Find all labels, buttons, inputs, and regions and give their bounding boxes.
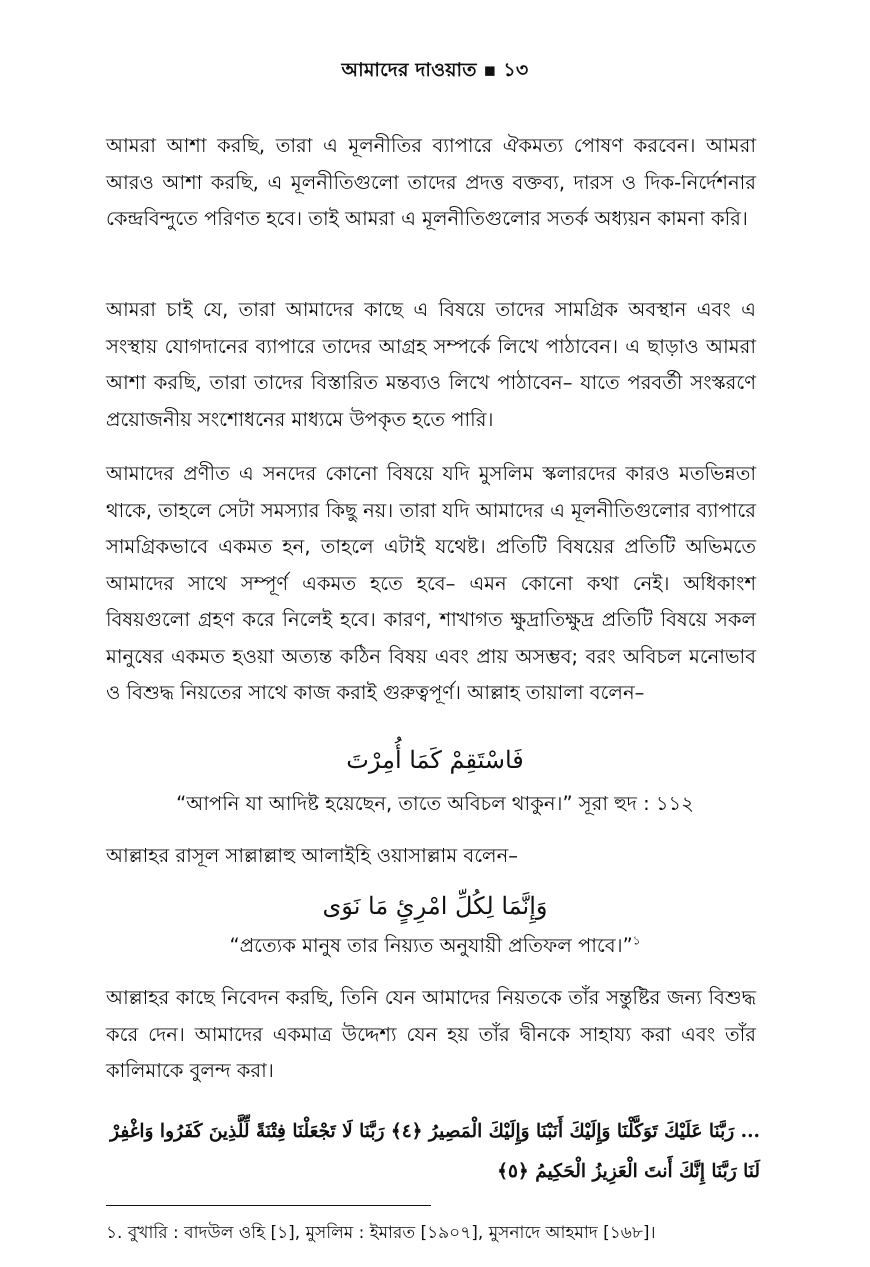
paragraph-text: আমরা আশা করছি, তারা এ মূলনীতির ব্যাপারে ঐকমত্য পোষণ করবেন। আমরা আরও আশা করছি, এ মূলনীতিগুলো তাদের প্রদত্ত বক্তব্য, দারস ও দিক-নির্দেশনার কেন্দ্রবিন্দুতে পরিণত হবে। তাই আমরা এ মূলনীতিগুলোর সতর্ক অধ্যয়ন কামনা করি। <box>106 134 756 230</box>
running-header <box>0 56 870 88</box>
paragraph-3 <box>106 456 756 712</box>
paragraph-1 <box>106 128 756 238</box>
paragraph-text: আমাদের প্রণীত এ সনদের কোনো বিষয়ে যদি মুসলিম স্কলারদের কারও মতভিন্নতা থাকে, তাহলে সেটা সমস্যার কিছু নয়। তারা যদি আমাদের এ মূলনীতিগুলোর ব্যাপারে সামগ্রিকভাবে একমত হন, তাহলে এটাই যথেষ্ট। প্রতিটি বিষয়ের প্রতিটি অভিমতে আমাদের সাথে সম্পূর্ণ একমত হতে হবে– এমন কোনো কথা নেই। অধিকাংশ বিষয়গুলো গ্রহণ করে নিলেই হবে। কারণ, শাখাগত ক্ষুদ্রাতিক্ষুদ্র প্রতিটি বিষয়ে সকল মানুষের একমত হওয়া অত্যন্ত কঠিন বিষয় এবং প্রায় অসম্ভব; বরং অবিচল মনোভাব ও বিশুদ্ধ নিয়তের সাথে কাজ করাই গুরুত্বপূর্ণ। আল্লাহ তায়ালা বলেন– <box>106 462 756 704</box>
closing-verse <box>100 1112 760 1192</box>
page-number: ১৩ <box>503 59 529 81</box>
hadith-translation <box>0 932 870 964</box>
footnote-divider <box>106 1205 431 1206</box>
verse-line-1: ... رَبَّنَا عَلَيْكَ تَوَكَّلْنَا وَإِلَيْكَ أَنَبْنَا وَإِلَيْكَ الْمَصِيرُ ﴿٤﴾ رَبَّنَا لَا تَجْعَلْنَا فِتْنَةً لِّلَّذِينَ كَفَرُوا وَاغْفِرْ <box>110 1121 760 1142</box>
closing-paragraph <box>106 980 756 1090</box>
paragraph-text: আমরা চাই যে, তারা আমাদের কাছে এ বিষয়ে তাদের সামগ্রিক অবস্থান এবং এ সংস্থায় যোগদানের ব্যাপারে তাদের আগ্রহ সম্পর্কে লিখে পাঠাবেন। এ ছাড়াও আমরা আশা করছি, তারা তাদের বিস্তারিত মন্তব্যও লিখে পাঠাবেন– যাতে পরবর্তী সংস্করণে প্রয়োজনীয় সংশোধনের মাধ্যমে উপকৃত হতে পারি। <box>106 298 756 431</box>
paragraph-2 <box>106 292 756 438</box>
quran-translation: “আপনি যা আদিষ্ট হয়েছেন, তাতে অবিচল থাকুন।” সূরা হুদ : ১১২ <box>176 792 694 815</box>
hadith-translation-text: “প্রত্যেক মানুষ তার নিয়্যত অনুযায়ী প্রতিফল পাবে।” <box>229 934 633 957</box>
footnote: ১. বুখারি : বাদউল ওহি [১], মুসলিম : ইমারত [১৯০৭], মুসনাদে আহমাদ [১৬৮]। <box>106 1223 656 1243</box>
header-title: আমাদের দাওয়াত <box>341 59 477 81</box>
paragraph-text: আল্লাহর কাছে নিবেদন করছি, তিনি যেন আমাদের নিয়তকে তাঁর সন্তুষ্টির জন্য বিশুদ্ধ করে দেন। আমাদের একমাত্র উদ্দেশ্য যেন হয় তাঁর দ্বীনকে সাহায্য করা এবং তাঁর কালিমাকে বুলন্দ করা। <box>106 986 756 1082</box>
hadith-intro: আল্লাহর রাসূল সাল্লাল্লাহু আলাইহি ওয়াসাল্লাম বলেন– <box>106 844 518 867</box>
quran-arabic: فَاسْتَقِمْ كَمَا أُمِرْتَ <box>346 746 524 774</box>
hadith-arabic: وَإِنَّمَا لِكُلِّ امْرِئٍ مَا نَوَى <box>322 892 548 920</box>
verse-line-2: لَنَا رَبَّنَا إِنَّكَ أَنتَ الْعَزِيزُ الْحَكِيمُ ﴿٥﴾ <box>497 1161 760 1182</box>
footnote-marker: ১ <box>632 933 641 948</box>
header-separator: ▪ <box>483 59 497 81</box>
